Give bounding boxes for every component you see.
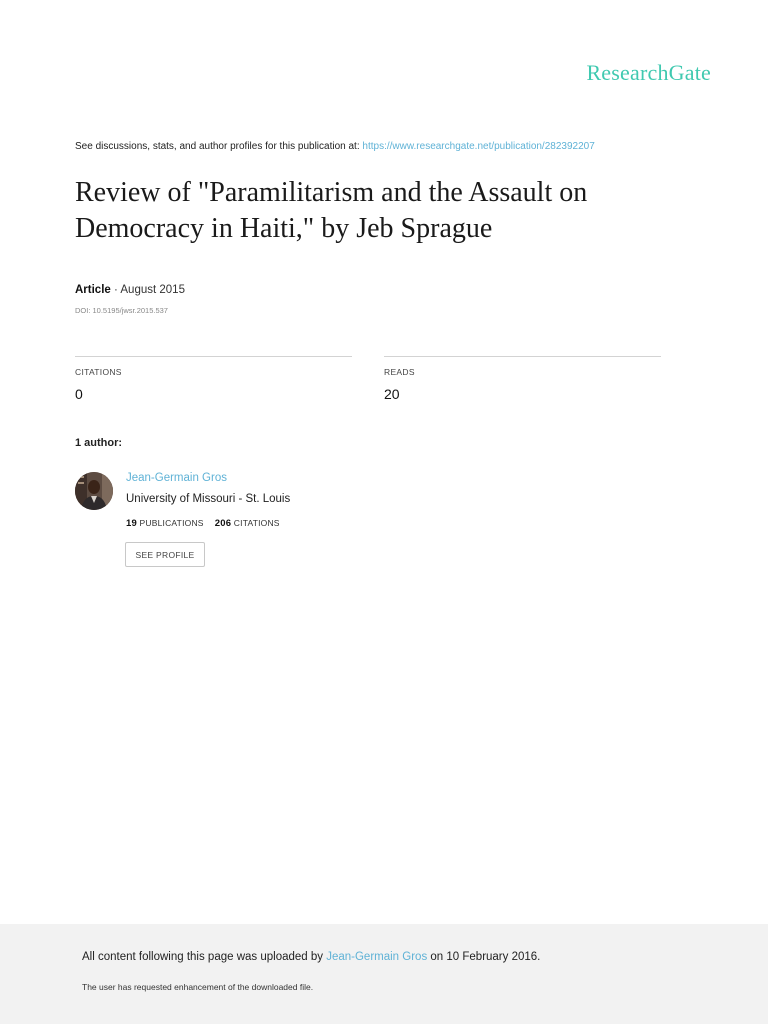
see-profile-button[interactable]: SEE PROFILE <box>125 542 205 567</box>
citations-label: CITATIONS <box>75 367 122 377</box>
upload-suffix: on 10 February 2016. <box>427 951 541 963</box>
author-publications-label: PUBLICATIONS <box>139 518 204 528</box>
discussion-line <box>75 141 595 152</box>
author-citations-count: 206 <box>214 518 232 529</box>
doi-label: DOI: 10.5195/jwsr.2015.537 <box>75 306 168 315</box>
discussion-prefix: See discussions, stats, and author profiles for this publication at: <box>75 141 363 152</box>
reads-value: 20 <box>384 386 400 402</box>
meta-separator: · <box>110 284 121 296</box>
author-stats <box>126 518 280 529</box>
author-institution: University of Missouri - St. Louis <box>126 493 291 505</box>
footer-panel <box>0 924 768 1024</box>
author-citations-label: CITATIONS <box>233 518 280 528</box>
authors-heading: 1 author: <box>75 437 123 449</box>
avatar-portrait-icon <box>75 472 113 510</box>
citations-stat <box>75 356 352 402</box>
publication-type: Article <box>75 284 111 296</box>
upload-prefix: All content following this page was uploaded by <box>82 951 327 963</box>
uploader-link[interactable]: Jean-Germain Gros <box>326 951 428 963</box>
article-meta <box>75 284 185 296</box>
publication-date: August 2015 <box>120 284 185 296</box>
author-name-link[interactable]: Jean-Germain Gros <box>126 472 227 484</box>
citations-value: 0 <box>75 386 83 402</box>
reads-label: READS <box>384 367 415 377</box>
brand-logo[interactable]: ResearchGate <box>586 60 711 85</box>
reads-stat <box>384 356 661 402</box>
publication-url-link[interactable]: https://www.researchgate.net/publication/282392207 <box>362 141 595 152</box>
enhancement-note: The user has requested enhancement of the downloaded file. <box>82 982 314 992</box>
publication-title: Review of "Paramilitarism and the Assault on Democracy in Haiti," by Jeb Sprague <box>75 177 588 244</box>
upload-info <box>82 951 540 963</box>
author-publications-count: 19 <box>126 518 137 529</box>
author-avatar[interactable] <box>75 472 113 510</box>
